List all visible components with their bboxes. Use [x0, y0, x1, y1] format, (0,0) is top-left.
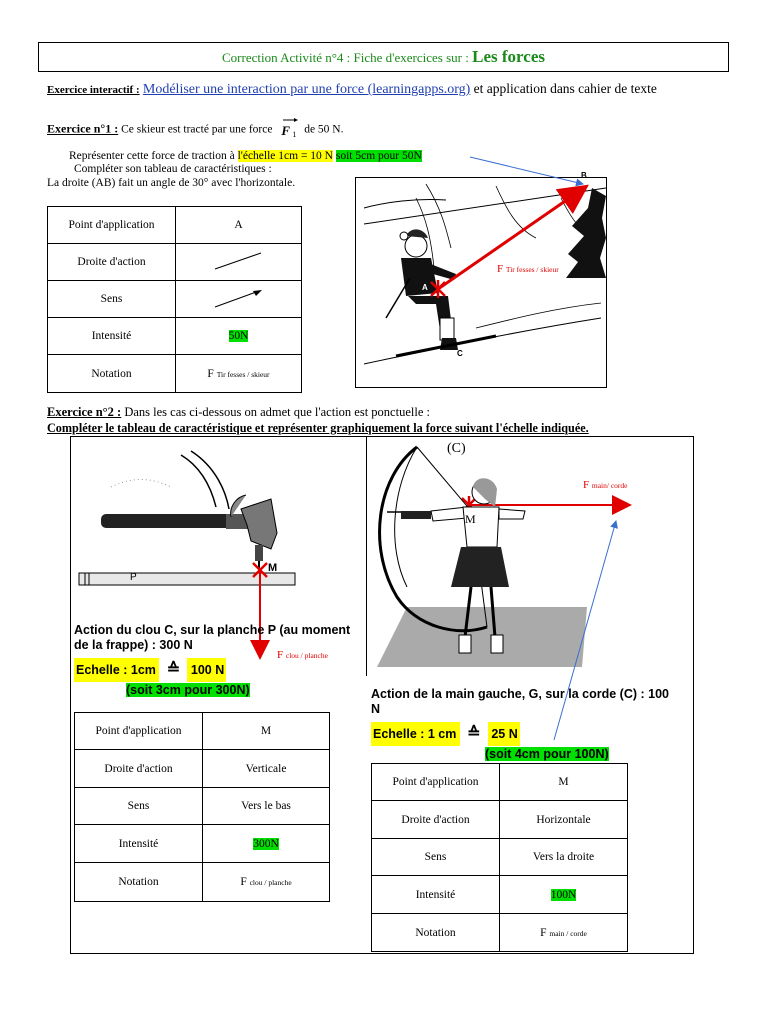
scale-value: 25 N	[491, 727, 518, 741]
table-row	[372, 914, 628, 952]
point-C-label: C	[457, 349, 463, 358]
ex1-force-overlay	[0, 0, 768, 420]
point-B-label: B	[581, 171, 587, 180]
bow-scale	[371, 722, 520, 746]
row-value: M	[203, 713, 330, 750]
f1-letter: F	[281, 123, 290, 138]
row-label: Droite d'action	[48, 244, 176, 281]
notation-sub: clou / planche	[249, 878, 292, 887]
row-label: Notation	[75, 863, 203, 902]
row-value-cell	[500, 876, 628, 914]
row-value: 50N	[228, 330, 249, 342]
row-label: Droite d'action	[75, 750, 203, 788]
corresponds-icon: ≙	[159, 658, 187, 682]
scale-prefix: Echelle : 1 cm	[373, 727, 457, 741]
ex2-text: Dans les cas ci-dessous on admet que l'action est ponctuelle :	[124, 405, 430, 419]
bow-action-text: Action de la main gauche, G, sur la corde (C) : 100 N	[371, 687, 669, 716]
force-F: F	[583, 479, 590, 491]
corresponds-icon: ≙	[460, 722, 488, 746]
row-label: Sens	[372, 839, 500, 876]
force-sub: clou / planche	[285, 651, 328, 660]
scale-value: 100 N	[190, 663, 225, 677]
title-topic: Les forces	[472, 47, 545, 66]
ex1-scale-result: soit 5cm pour 50N	[335, 150, 422, 162]
table-row	[372, 839, 628, 876]
row-label: Intensité	[75, 825, 203, 863]
row-value-cell	[203, 825, 330, 863]
row-label: Point d'application	[75, 713, 203, 750]
bow-scale-result-row	[485, 747, 609, 761]
plank-P-label: P	[130, 572, 137, 583]
force-sub: Tir fesses / skieur	[505, 265, 559, 274]
row-label: Intensité	[48, 318, 176, 355]
row-label: Notation	[372, 914, 500, 952]
table-row	[75, 863, 330, 902]
ex1-label: Exercice n°1 :	[47, 121, 119, 136]
row-label: Notation	[48, 355, 176, 393]
ex1-scale: l'échelle 1cm = 10 N	[237, 150, 333, 162]
intro-label: Exercice interactif :	[47, 84, 140, 96]
table-row	[75, 713, 330, 750]
nail-scale	[74, 658, 226, 682]
bow-scale-row	[371, 722, 520, 746]
nail-characteristics-table	[74, 712, 330, 902]
point-A-label: A	[422, 283, 428, 292]
hammer-point-M: M	[268, 562, 278, 574]
notation-F: F	[540, 926, 547, 939]
point-A-cross-icon	[431, 280, 445, 298]
force-F: F	[497, 263, 504, 275]
ex1-callout-arrow	[470, 157, 583, 184]
archer-point-M: M	[465, 512, 476, 526]
table-row	[372, 764, 628, 801]
nail-action-text: Action du clou C, sur la planche P (au moment de la frappe) : 300 N	[74, 623, 351, 652]
string-label-C: (C)	[447, 441, 466, 456]
ex1-line2: Compléter son tableau de caractéristiques :	[74, 163, 272, 175]
force-F: F	[277, 649, 284, 661]
row-value: 300N	[253, 837, 279, 850]
notation-F: F	[240, 876, 247, 888]
notation-sub: Tir fesses / skieur	[216, 369, 270, 379]
row-label: Sens	[48, 281, 176, 318]
row-value: Vers la droite	[500, 839, 628, 876]
bow-scale-result: (soit 4cm pour 100N)	[485, 747, 609, 761]
row-value: M	[500, 764, 628, 801]
ex2-instruction: Compléter le tableau de caractéristique et représenter graphiquement la force suivant l'échelle indiquée.	[47, 421, 589, 435]
row-value: A	[176, 207, 302, 244]
row-value: Verticale	[203, 750, 330, 788]
ex1-text-end: de 50 N.	[304, 123, 344, 136]
force-sub: main/ corde	[591, 481, 628, 490]
learningapps-link[interactable]: Modéliser une interaction par une force (learningapps.org)	[142, 82, 471, 97]
row-label: Sens	[75, 788, 203, 825]
table-row	[75, 825, 330, 863]
ex1-text: Ce skieur est tracté par une force	[121, 123, 273, 136]
notation-cell	[203, 863, 330, 902]
title-main: Correction Activité n°4 : Fiche d'exercices sur	[221, 50, 463, 65]
ex1-line3: La droite (AB) fait un angle de 30° avec l'horizontale.	[47, 177, 296, 189]
row-value: 100N	[550, 888, 577, 901]
title-colon: :	[462, 50, 469, 65]
nail-scale-result-row	[126, 683, 250, 697]
nail-scale-result: (soit 3cm pour 300N)	[126, 683, 250, 697]
table-row	[75, 788, 330, 825]
intro-after: et application dans cahier de texte	[473, 81, 657, 96]
table-row	[372, 876, 628, 914]
row-value: Horizontale	[500, 801, 628, 839]
row-label: Intensité	[372, 876, 500, 914]
row-label: Droite d'action	[372, 801, 500, 839]
row-label: Point d'application	[372, 764, 500, 801]
ex2-statement	[47, 405, 430, 420]
ex2-label: Exercice n°2 :	[47, 405, 122, 419]
ex1-force-label	[497, 263, 559, 275]
bow-characteristics-table	[371, 763, 628, 952]
nail-scale-row	[74, 658, 226, 682]
notation-F: F	[207, 367, 214, 380]
scale-prefix: Echelle : 1cm	[76, 663, 156, 677]
bow-force-label	[583, 479, 628, 491]
notation-cell	[500, 914, 628, 952]
notation-sub: main / corde	[549, 928, 587, 938]
ex1-line1-prefix: Représenter cette force de traction à	[69, 150, 235, 162]
table-row	[372, 801, 628, 839]
row-value: Vers le bas	[203, 788, 330, 825]
table-row	[75, 750, 330, 788]
row-label: Point d'application	[48, 207, 176, 244]
f1-index: 1	[292, 130, 297, 139]
